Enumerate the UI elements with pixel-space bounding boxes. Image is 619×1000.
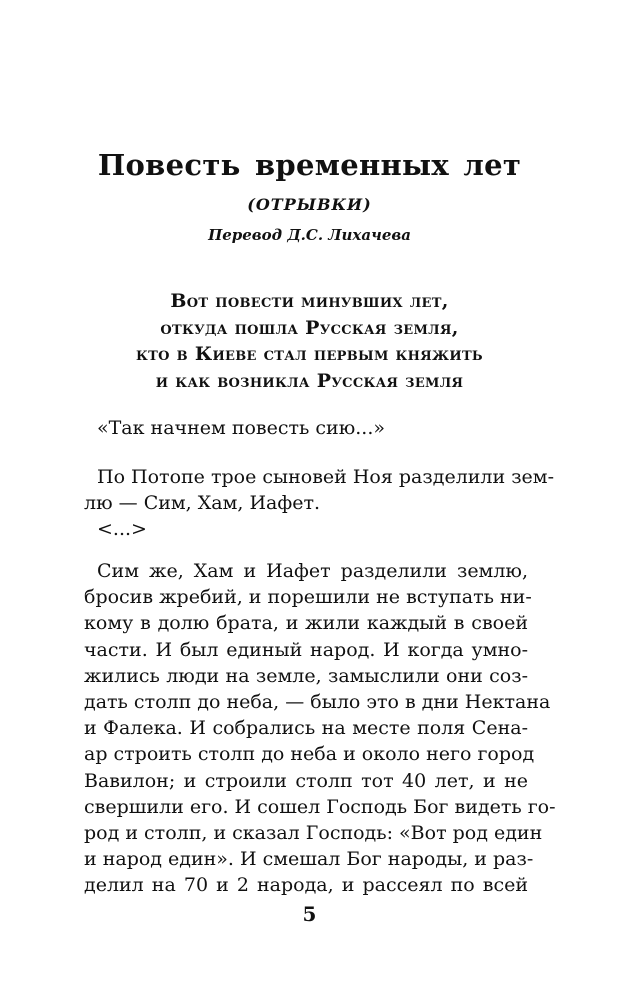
text-line: кому в долю брата, и жили каждый в своей <box>84 612 528 635</box>
heading-line: и как возникла Русская земля <box>155 369 464 392</box>
heading-line: откуда пошла Русская земля, <box>160 316 459 339</box>
translator-credit: Перевод Д.С. Лихачева <box>208 226 411 244</box>
text-line: свершили его. И сошел Господь Бог видеть го- <box>84 795 556 818</box>
subtitle: (ОТРЫВКИ) <box>247 195 372 214</box>
text-line: Сим же, Хам и Иафет разделили землю, <box>97 560 528 582</box>
text-line: и народ един». И смешал Бог народы, и раз- <box>84 848 534 871</box>
heading-line: Вот повести минувших лет, <box>170 290 449 312</box>
heading-line: кто в Киеве стал первым княжить <box>136 343 483 365</box>
ellipsis-marker: <...> <box>97 518 147 541</box>
text-line: Вавилон; и строили столп тот 40 лет, и не <box>84 769 528 792</box>
text-line: лю — Сим, Хам, Иафет. <box>84 492 321 515</box>
text-line: ар строить столп до неба и около него город <box>84 743 535 766</box>
chapter-heading <box>0 288 619 394</box>
text-line: делил на 70 и 2 народа, и рассеял по всей <box>84 874 528 897</box>
text-line: бросив жребий, и порешили не вступать ни- <box>84 586 532 609</box>
text-line: жились люди на земле, замыслили они соз- <box>84 664 528 687</box>
text-line: и Фалека. И собрались на месте поля Сена- <box>84 717 528 740</box>
page-title: Повесть временных лет <box>97 148 522 182</box>
text-line: род и столп, и сказал Господь: «Вот род един <box>84 822 543 845</box>
text-line: По Потопе трое сыновей Ноя разделили зем- <box>97 466 555 488</box>
page-number: 5 <box>302 902 317 926</box>
epigraph: «Так начнем повесть сию...» <box>97 417 385 439</box>
text-line: дать столп до неба, — было это в дни Нектана <box>84 691 551 714</box>
paragraph-2 <box>84 558 556 899</box>
paragraph-1 <box>84 464 555 543</box>
text-line: части. И был единый народ. И когда умно- <box>84 638 528 661</box>
